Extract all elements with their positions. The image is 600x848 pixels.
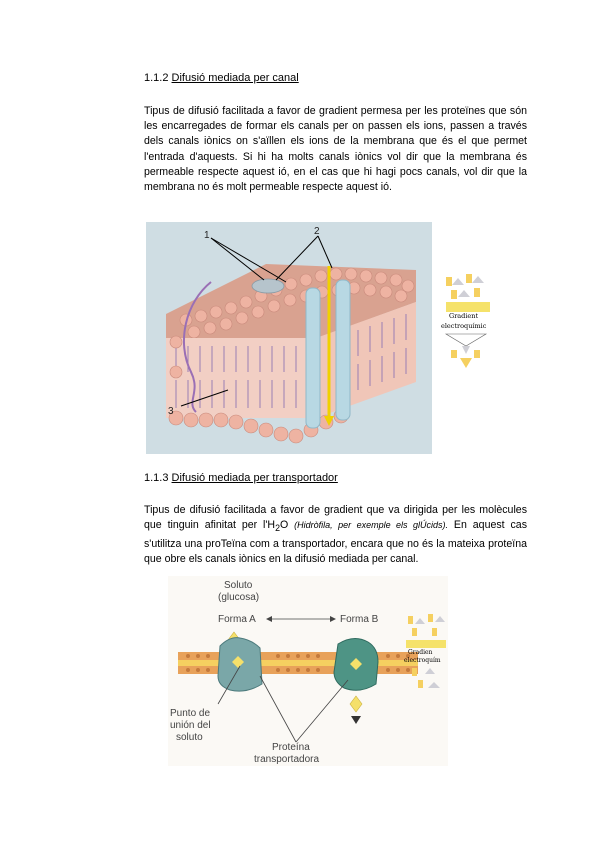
gradient-label-1-line1: Gradient [449, 312, 479, 320]
gradient-label-2-line1: Gradien [408, 649, 433, 656]
section-title-2: Difusió mediada per transportador [171, 472, 338, 484]
punto-label-line3: soluto [176, 732, 203, 743]
forma-b-label: Forma B [340, 614, 379, 625]
section-title-1: Difusió mediada per canal [171, 72, 299, 84]
section-paragraph-2-italic: (Hidròfila, per exemple els glÚcids). [294, 520, 449, 531]
proteina-label-line1: Proteína [272, 742, 310, 753]
gradient-label-2-line2: electroquím [404, 657, 441, 664]
soluto-label-line1: Soluto [224, 580, 253, 591]
membrane-band-middle [178, 660, 418, 666]
section-heading-2 [144, 472, 338, 484]
channel-protein-right [336, 280, 350, 420]
forma-a-label: Forma A [218, 614, 256, 625]
carrier-transport-figure [168, 576, 448, 766]
punto-label-line2: unión del [170, 720, 211, 731]
figure-label-1: 1 [204, 230, 210, 241]
punto-label-line1: Punto de [170, 708, 211, 719]
figure-label-2: 2 [314, 226, 320, 237]
section-paragraph-2 [144, 503, 527, 567]
section-paragraph-2-subscript: 2 [275, 523, 280, 534]
section-number-1: 1.1.2 [144, 72, 169, 84]
section-heading-1 [144, 72, 299, 84]
section-paragraph-2-part3: En aquest cas s'utilitza una proTeïna com a transportador, encara que no és la mateixa proteïna que obre els canals iònics en la difusió mediada per canal. [144, 519, 527, 565]
channel-membrane-figure [146, 222, 492, 454]
channel-protein-left [306, 288, 320, 428]
section-number-2: 1.1.3 [144, 472, 169, 484]
section-paragraph-2-part2: O [279, 519, 295, 532]
peripheral-protein [252, 279, 284, 293]
gradient-label-1-line2: electroquímic [441, 322, 487, 330]
section-paragraph-1: Tipus de difusió facilitada a favor de gradient permesa per les proteïnes que són les encarregades de formar els canals per on passen els ions, passen a través dels canals iònics on s'aïllen els ions de la membrana que és el que permet l'entrada d'aquests. Si hi ha molts canals iònics vol dir que la membrana és permeable respecte aquest ió, en el cas que hi hagi pocs canals, vol dir que la membrana no és molt permeable respecte aquest ió. [144, 105, 527, 194]
soluto-label-line2: (glucosa) [218, 592, 260, 603]
proteina-label-line2: transportadora [254, 754, 320, 765]
figure-label-3: 3 [168, 406, 174, 417]
section-paragraph-2-part1: Tipus de difusió facilitada a favor de gradient que va dirigida per les molècules que tinguin afinitat per l'H [144, 504, 527, 532]
